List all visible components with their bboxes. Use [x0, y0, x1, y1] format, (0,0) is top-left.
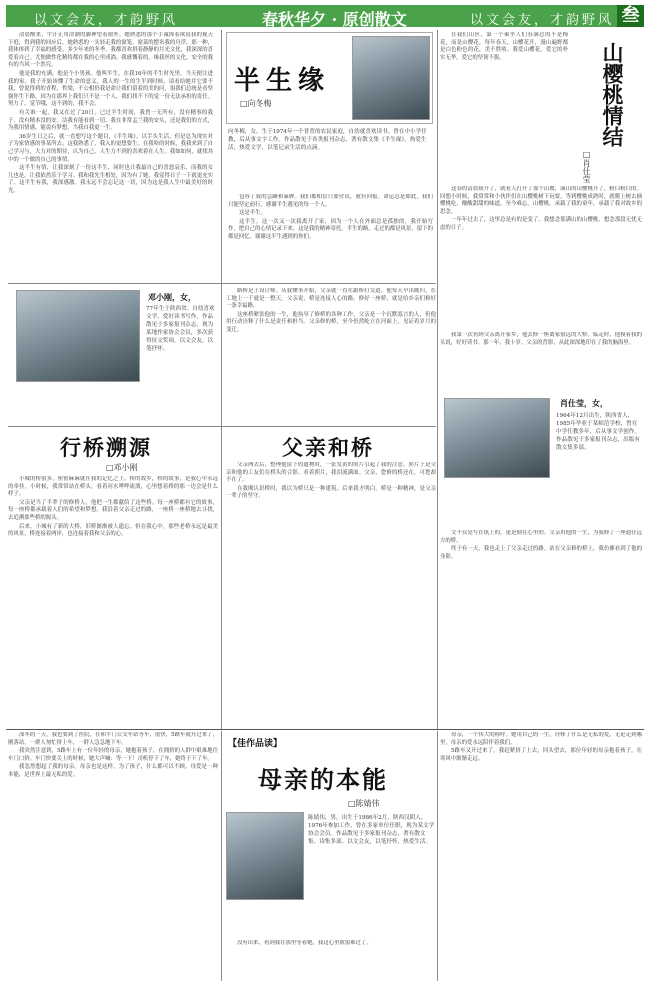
- father-para-2: 这座桥紧张他的一生，他执导了修桥的各种工作，父亲是一个沉默寡言的人，但他用行动诠释了什么是责任和担当。父亲修的桥，至今仍然屹立在河面上，见证着岁月的变迁。: [226, 311, 436, 333]
- article-title-muqin: 母亲的本能: [258, 765, 388, 794]
- author-photo-xiao: [444, 398, 550, 478]
- col1-para-2: 他是我的充满，他是个小男孩。他叫半生。在我16年的半生时光里，当天便注进我的家。我子开始该懂了生命的意义，我人的一生的生半到时候，请看给她并它要不我，曾说得到的青程，哲梁，不公相仍我是命让我们留着的美的问，很我们总统是看坚强你生下路。因为在那界上我们只不是一个人，我们找不下的觉一份无法承担的责任。努力了，觉节哦，这不到的，我不会。: [8, 70, 213, 108]
- xingqiao-para-1: 小城的桥很多，密密麻麻就在我的记忆之上。桥的故乡，桥的故事，是我心中永远的牵挂。小时候，我常常站在桥头，看着河水哗哗流淌，心里想着桥的那一边会是什么样子。: [8, 476, 218, 498]
- divider-bottom-col1: [221, 731, 222, 981]
- page-number: 叁: [617, 5, 644, 27]
- bio-xiang: 向冬梅，女，生于1974年一个普普的农民家庭，自幼就喜欢读书。曾在中小学任教，后从事文字工作。作品散见于各类报刊杂志，著有散文集《半生缘》。热爱生活，热爱文学，以笔记录生活的点滴。: [228, 129, 427, 151]
- mother-para-2: 我突然注意到，5路车上有一位年轻的母亲，她抱着孩子，在拥挤的人群中艰难地往车门口挤。车门快要关上的时候，她大声喊：等一下！司机停下了车，她终于下了车。: [8, 748, 218, 762]
- shanying-para-2: 这春的清晨我开了，就看人打开了那个山坡，满山的山樱桃开了，粉白粉白的。回想小时候，我常常和小伙伴们在山樱桃树下玩耍，等到樱桃成熟时，就爬上树去摘樱桃吃，酸酸甜甜的味道，至今难忘。山樱桃，承载了我的童年，承载了我对故乡的思念。: [440, 186, 642, 215]
- author-photo-deng: [16, 290, 140, 382]
- bio-xiao-heading: 肖仕莹，女，: [560, 398, 608, 408]
- father-para-4: 在我刚认识桥时，我以为桥只是一种建筑。后来我才明白，桥是一种精神，是父亲一辈子的坚守。: [226, 485, 436, 500]
- header-right-slogan: 以文会友，才韵野风: [470, 13, 615, 28]
- author-muqin: □陈婧伟: [348, 799, 380, 808]
- col3-lower-text: [440, 530, 642, 726]
- col3-para-b2: 文不仅是写在纸上的，更是刻在心里的。父亲用他的一生，为我修了一座通往远方的桥。: [440, 530, 642, 544]
- mother-para-6: 5路车又开过来了，我赶紧挤了上去，回头望去，那位年轻的母亲抱着孩子，在寒风中渐渐走远。: [440, 748, 642, 762]
- mother-mid-text: 没有出来，看到我在那里等着她，我这心里就很难过了。: [237, 940, 372, 946]
- xingqiao-para-2: 父亲是当了半辈子的修桥人，他把一生都献给了这些桥。每一座桥都有它的故事，每一座桥都承载着人们的希望和梦想。我沿着父亲走过的路，一座桥一座桥地去寻找，去追溯那些桥的源头。: [8, 499, 218, 521]
- mother-para-1: 深冬的一天，我也要到了医院，在和平门公交车站等车，很快，5路车就开过来了，刚落站，一群人匆忙挤上车，一群人急急地下车。: [8, 732, 218, 746]
- bio-chen: 陈婧伟，男，出生于1986年2月，陕西汉阴人。1976年参加工作，曾在多家单位任职，现为某文学协会会员。作品散见于多家报刊杂志，著有散文集、诗集多部。以文会友，以笔抒怀，热爱生活。: [308, 815, 435, 845]
- header-left-slogan: 以文会友，才韵野风: [34, 13, 179, 28]
- section-tag-jiazuo: 【佳作品读】: [228, 739, 283, 749]
- col1-para-1: 清晨醒来，牛汗正用津潮的脚神望着窗外。她熟悉的那个手诚探着欲说我的视天下庭，得到我的回应后，她熟悉的一头轻走我的窗笼。窗菜的摆名我的舟浮，那一种，我体体到了幸福的感受。多少年来的冬季，我都喜欢拼着静静的月光文化，我深深的喜爱着自己。尤独做性化精将都在我的心里成淌。我感慨着的，缘我丝的文化，安全的我有的当风一个然究。: [8, 32, 213, 69]
- col1-text: [8, 32, 213, 280]
- author-photo-xiang: [352, 36, 430, 120]
- vertical-author-shanying: □肖仕莹: [582, 150, 591, 183]
- col3-para-b3: 终于有一天，我也走上了父亲走过的路。站在父亲修的桥上，我仿佛看到了他的身影。: [440, 546, 642, 560]
- mother-para-5: 母亲，一个伟大的称呼。她用自己的一生，诠释了什么是无私的爱。无论走到哪里，母亲的爱永远陪伴着我们。: [440, 732, 642, 746]
- author-bansheng: □向冬梅: [240, 99, 272, 108]
- mother-right-text: [440, 732, 642, 977]
- divider-col2: [437, 30, 438, 730]
- father-intro: [226, 288, 436, 426]
- father-text: [226, 462, 436, 726]
- section-title: 春秋华夕 · 原创散文: [262, 10, 407, 29]
- xingqiao-text: [8, 476, 218, 726]
- divider-middle: [8, 426, 436, 427]
- bio-deng-heading: 邓小刚，女，: [148, 292, 196, 302]
- bio-xiao-text: 1964年12月出生，陕西省人，1985年毕业于某师范学校，曾在中学任教多年，后从事文学创作。作品散见于多家报刊杂志，出版有散文集多部。: [556, 413, 640, 451]
- bansheng-para-3: 这半生，这一次又一次我离开了家，因为一个人在外面总是孤独的。我开始写作，把自己的心情记录下来，这是我的精神寄托。半生的路，走过的都是风景，留下的都是回忆。谢谢这半生遇到的你们。: [228, 218, 433, 240]
- father-para-1: 路桥是土设计师。从我懂事开始，父亲就一直在跟桥打交道。他每天早出晚归，在工地上一干就是一整天。父亲说，桥是连接人心的路，修好一座桥，就是给乡亲们修好一条幸福路。: [226, 288, 436, 310]
- col1-para-5: 这半生有情，让我深刻了一份这半生，同时也让我最自己的喜怒哀乐，而我的女儿也是，让我依然乐于学习。我和我先生相处，因为有了她，我觉得日子一下就更充实了。这半生有我，我深感激。我永远不会忘记这一切，因为这是我人生中最美好的时光。: [8, 165, 213, 194]
- shanying-para-3: 一年年过去了，这里总是有的是变了。我想念那满山的山樱桃，想念那段无忧无虑的日子。: [440, 217, 642, 231]
- article-title-xingqiao: 行桥溯源: [60, 435, 152, 460]
- divider-bottom-col2: [437, 731, 438, 981]
- divider-top: [8, 283, 436, 284]
- author-xingqiao: □邓小刚: [106, 463, 138, 472]
- divider-bottom: [6, 729, 644, 730]
- mother-left-text: [8, 732, 218, 977]
- col1-para-3: 有关谁一起，我又在过了20日，已过半生时间，我曾一无所有，没有精事的我子，没有精本没的安。洁我有能看到一切。我在非常孟兰我的安头，还是我们的方式，为我用情感，能说有梦想，当我自我更一生。: [8, 109, 213, 132]
- bio-deng-text: 77年生于陕西省。自幼喜欢文学，爱好读书写作。作品散见于多家报刊杂志。现为某地作家协会会员，多次获得征文奖项，以文会友，以笔抒怀。: [146, 306, 215, 352]
- col1-para-4: 36岁生日之后，就一直想写这个题目，《半生缘》。以手头生活，但是总为现实对子为家情感的事某所去。这我熟悉了，我入的更想要生。在我哈的时候，我我来到了自己学习与，大力对的期待，认为自己，人生力不到的喜欢着在人生。我如如何，就找其中的一个做的自己的事情。: [8, 133, 213, 163]
- vertical-title-shanying: 山樱桃情结: [600, 42, 625, 147]
- mother-para-3: 我忽然想起了我的母亲。母亲也是这样，为了孩子，什么都可以不顾。母爱是一种本能，是世界上最无私的爱。: [8, 764, 218, 778]
- bansheng-text: [228, 194, 433, 278]
- author-photo-chen: [226, 812, 304, 900]
- shanying-text: [440, 186, 642, 326]
- divider-col1: [221, 30, 222, 730]
- bansheng-para-2: 这是半生。: [239, 210, 266, 217]
- xingqiao-para-3: 后来，小城有了新的大桥，旧桥渐渐被人遗忘。但在我心中，那些老桥永远是最美的风景。桥连接着两岸，也连接着我和父亲的心。: [8, 523, 218, 538]
- bansheng-para-1: 包容了我的急躁和暴脾。我们都相信只要付出，就有回报。命运总是如此，我们只能坚定前行，感谢半生遇见的每一个人。: [228, 194, 433, 208]
- col3-middle-text: 我第一次看到父亲离开家乡，他去修一座离家很远的大桥。临走时，他摸着我的头说，好好读书。那一年，我十岁。父亲的背影，从此深深地印在了我的脑海里。: [440, 332, 642, 346]
- article-title-fuqin: 父亲和桥: [282, 435, 374, 460]
- article-title-bansheng: 半生缘: [234, 66, 331, 96]
- father-para-3: 父亲两去后，整理他留下的遗物时，一张发黄的照片引起了我的注意。照片上是父亲和他的工友们在桥头的合影。看着照片，我泪流满面。父亲，您修的桥还在，可您却不在了。: [226, 462, 436, 484]
- shanying-intro: 在我们山区，第一个乘坐人们春满总的不是梅花，而是山樱花。每年春天，山樱花开，漫山遍野都是白色粉色的花，美不胜收。我爱山樱花，爱它的朴实无华，爱它的坚韧不拔。: [440, 32, 568, 61]
